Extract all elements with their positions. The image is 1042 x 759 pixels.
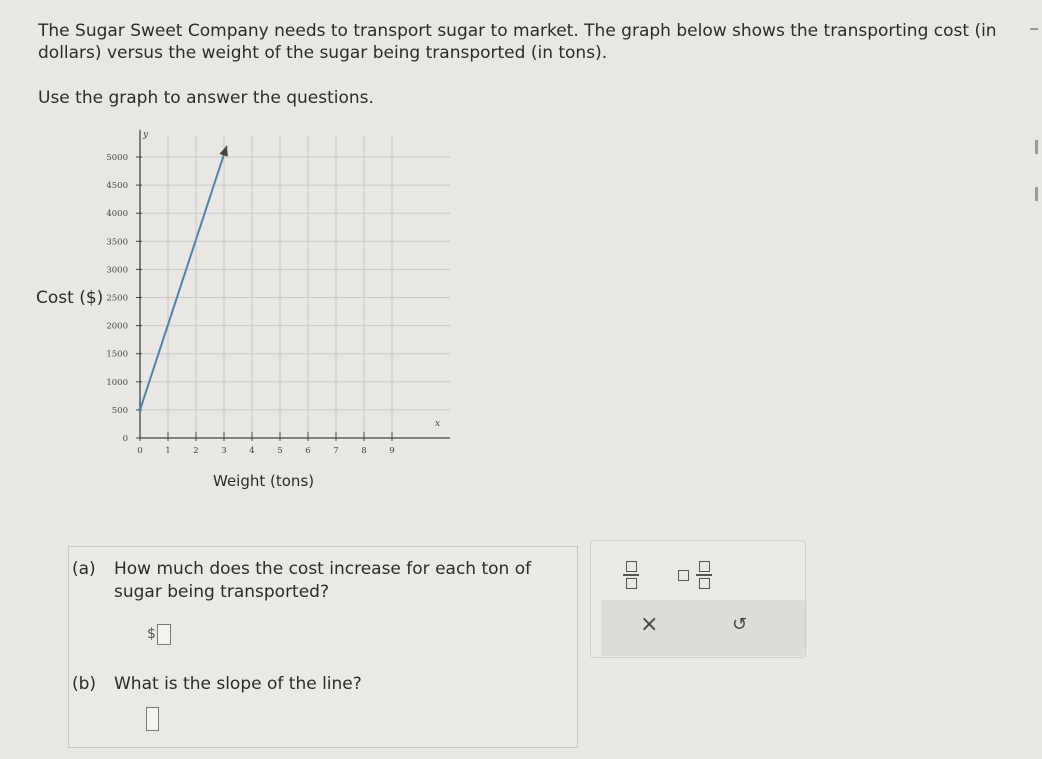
x-tick-label: 4	[249, 446, 255, 456]
question-a	[72, 558, 542, 604]
problem-instruction: Use the graph to answer the questions.	[38, 88, 374, 108]
y-tick-label: 2000	[106, 321, 128, 332]
answer-b-input[interactable]	[146, 707, 159, 731]
y-axis-letter: y	[143, 130, 149, 140]
edge-mark-2	[1035, 140, 1038, 154]
edge-mark-3	[1035, 187, 1038, 201]
x-tick-label: 8	[361, 446, 367, 456]
y-tick-label: 0	[122, 434, 128, 444]
answer-a-input[interactable]	[157, 624, 171, 645]
clear-button[interactable]: ×	[640, 612, 659, 637]
x-tick-label: 2	[193, 446, 199, 456]
question-a-label: (a)	[72, 559, 96, 579]
question-b-label: (b)	[72, 674, 97, 694]
edge-mark-1	[1030, 28, 1038, 30]
y-axis-title: Cost ($)	[36, 288, 104, 308]
y-tick-label: 3000	[106, 265, 128, 276]
x-tick-label: 1	[165, 446, 171, 456]
fraction-button[interactable]	[620, 560, 642, 590]
cost-weight-graph	[90, 120, 441, 465]
x-tick-label: 6	[305, 446, 311, 456]
x-tick-label: 3	[221, 446, 227, 456]
x-axis-title: Weight (tons)	[213, 472, 315, 490]
x-axis-letter: x	[435, 419, 441, 429]
y-tick-label: 4500	[106, 181, 128, 192]
toolbar-action-bar	[601, 600, 805, 656]
dollar-prefix: $	[147, 626, 156, 642]
question-b	[72, 674, 362, 694]
y-tick-label: 1000	[106, 377, 128, 388]
x-tick-label: 7	[333, 446, 339, 456]
x-tick-label: 5	[277, 446, 283, 456]
y-tick-label: 1500	[106, 349, 128, 360]
y-tick-label: 4000	[106, 209, 128, 220]
y-tick-label: 3500	[106, 237, 128, 248]
y-tick-label: 500	[111, 405, 128, 416]
y-tick-label: 5000	[106, 153, 128, 163]
x-tick-label: 0	[137, 446, 143, 456]
question-b-text: What is the slope of the line?	[114, 674, 362, 694]
problem-intro: The Sugar Sweet Company needs to transport sugar to market. The graph below shows the transporting cost (in dollars) versus the weight of the sugar being transported (in tons).	[38, 21, 997, 63]
question-a-text-line2: sugar being transported?	[114, 582, 329, 602]
data-point-start	[138, 408, 142, 412]
y-tick-label: 2500	[106, 293, 128, 304]
question-a-text-line1: How much does the cost increase for each ton of	[114, 559, 532, 579]
mixed-number-button[interactable]	[678, 560, 714, 590]
x-tick-label: 9	[389, 446, 395, 456]
undo-button[interactable]: ↺	[732, 614, 748, 635]
